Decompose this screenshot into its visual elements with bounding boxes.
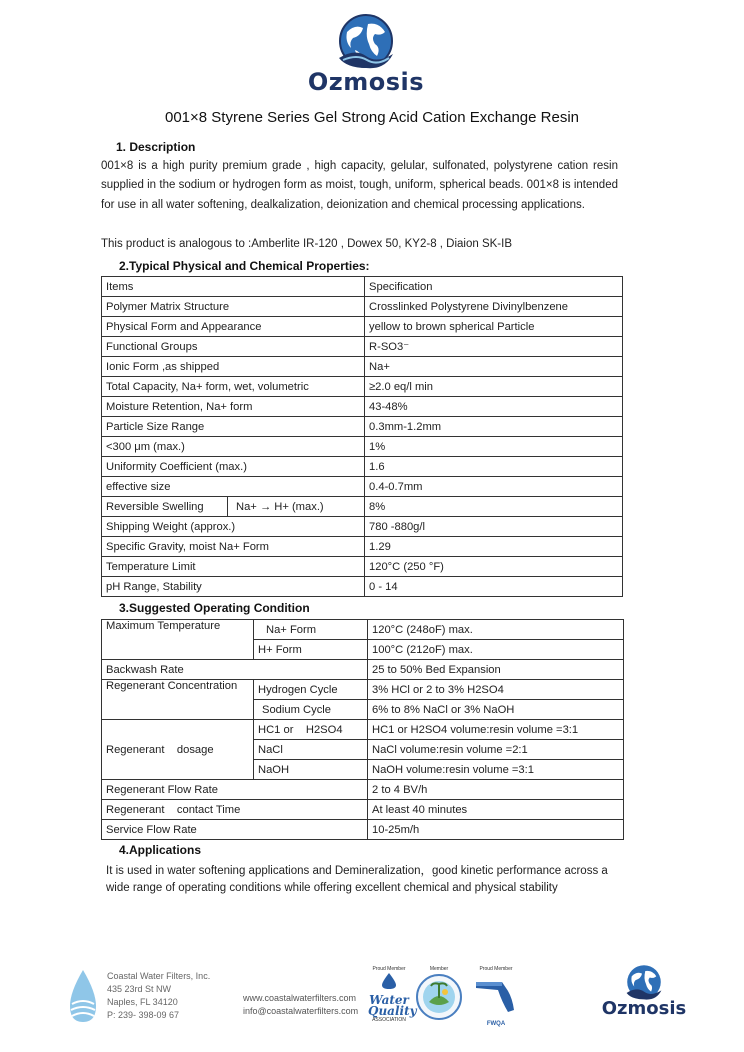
table-row <box>102 337 623 357</box>
table-row <box>102 497 623 517</box>
brand-wordmark: Ozmosis <box>307 68 425 96</box>
cell-spec: 0.3mm-1.2mm <box>365 417 623 437</box>
table-row <box>102 537 623 557</box>
seal-icon <box>415 972 463 1022</box>
fwqa-label: FWQA <box>486 1021 506 1027</box>
cell-spec: 8% <box>365 497 623 517</box>
footer-ozmosis-logo <box>596 962 692 1022</box>
applications-heading: 4.Applications <box>119 843 202 857</box>
contact-label: Regenerant contact Time <box>102 800 368 820</box>
footer <box>0 960 744 1052</box>
flow-label: Regenerant Flow Rate <box>102 780 368 800</box>
table-row <box>102 517 623 537</box>
cell-item: Physical Form and Appearance <box>102 317 365 337</box>
table-row <box>102 780 624 800</box>
ozmosis-logo <box>302 12 430 96</box>
wqa-label: Water Quality <box>368 993 417 1018</box>
cell-spec: ≥2.0 eq/l min <box>365 377 623 397</box>
table-row <box>102 720 624 740</box>
badge-caption: Proud Member <box>372 966 406 972</box>
analog-line: This product is analogous to :Amberlite IR-120 , Dowex 50, KY2-8 , Diaion SK-IB <box>101 238 513 250</box>
cell-spec: 0.4-0.7mm <box>365 477 623 497</box>
cell-value: 120°C (248oF) max. <box>368 620 624 640</box>
table-row <box>102 620 624 640</box>
fwqa-badge <box>472 966 520 1027</box>
fwqa-florida-icon <box>472 972 520 1016</box>
wqa-sub: ASSOCIATION <box>372 1017 406 1023</box>
table-row <box>102 477 623 497</box>
cell-item: Moisture Retention, Na+ form <box>102 397 365 417</box>
cell-spec: R-SO3⁻ <box>365 337 623 357</box>
cell-item: pH Range, Stability <box>102 577 365 597</box>
column-header-specification: Specification <box>365 277 623 297</box>
member-badge <box>415 966 463 1027</box>
company-phone: P: 239- 398-09 67 <box>107 1010 180 1020</box>
website-link[interactable]: www.coastalwaterfilters.com <box>243 993 357 1003</box>
cell-sub: Na+ Form <box>254 620 368 640</box>
cell-spec: 1.29 <box>365 537 623 557</box>
table-row <box>102 417 623 437</box>
properties-heading: 2.Typical Physical and Chemical Properties: <box>119 259 370 273</box>
regen-dosage-label: Regenerant dosage <box>102 720 254 780</box>
cell-sub: NaCl <box>254 740 368 760</box>
cell-item: <300 μm (max.) <box>102 437 365 457</box>
table-row <box>102 457 623 477</box>
cell-spec: Crosslinked Polystyrene Divinylbenzene <box>365 297 623 317</box>
applications-line-2: wide range of operating conditions while offering excellent chemical and physical stability <box>106 882 558 894</box>
table-row <box>102 660 624 680</box>
table-row <box>102 357 623 377</box>
wqa-drop-icon <box>368 972 410 990</box>
applications-line-1: It is used in water softening applications and Demineralization，good kinetic performance across a <box>106 865 608 877</box>
table-row <box>102 397 623 417</box>
table-row <box>102 557 623 577</box>
table-row <box>102 437 623 457</box>
page-title: 001×8 Styrene Series Gel Strong Acid Cation Exchange Resin <box>165 109 579 126</box>
water-drop-icon <box>66 968 100 1024</box>
cell-spec: 1.6 <box>365 457 623 477</box>
cell-item: Uniformity Coefficient (max.) <box>102 457 365 477</box>
cell-sub: HC1 or H2SO4 <box>254 720 368 740</box>
table-row <box>102 317 623 337</box>
cell-item: Shipping Weight (approx.) <box>102 517 365 537</box>
cell-value: 100°C (212oF) max. <box>368 640 624 660</box>
cell-item: Particle Size Range <box>102 417 365 437</box>
cell-value: 2 to 4 BV/h <box>368 780 624 800</box>
operating-table <box>101 619 624 840</box>
cell-spec: 780 -880g/l <box>365 517 623 537</box>
column-header-items: Items <box>102 277 365 297</box>
table-row <box>102 800 624 820</box>
company-name: Coastal Water Filters, Inc. <box>107 971 211 981</box>
cell-sub: Hydrogen Cycle <box>254 680 368 700</box>
cell-spec: 1% <box>365 437 623 457</box>
description-paragraph: 001×8 is a high purity premium grade , high capacity, gelular, sulfonated, polystyrene cation resin supplied in the sodium or hydrogen form as moist, tough, uniform, spherical beads. 001×8 is intended for use in all water softening, dealkalization, deionization and chemical processing applications. <box>101 160 618 211</box>
table-row <box>102 377 623 397</box>
table-row <box>102 577 623 597</box>
cell-value: 6% to 8% NaCl or 3% NaOH <box>368 700 624 720</box>
table-row <box>102 297 623 317</box>
footer-brand-wordmark: Ozmosis <box>601 998 687 1019</box>
cell-item: Polymer Matrix Structure <box>102 297 365 317</box>
cell-value: HC1 or H2SO4 volume:resin volume =3:1 <box>368 720 624 740</box>
email-link[interactable]: info@coastalwaterfilters.com <box>243 1006 359 1016</box>
cell-sub: NaOH <box>254 760 368 780</box>
cell-item: Specific Gravity, moist Na+ Form <box>102 537 365 557</box>
cell-spec: 0 - 14 <box>365 577 623 597</box>
backwash-label: Backwash Rate <box>102 660 368 680</box>
regen-conc-label: Regenerant Concentration <box>102 680 254 720</box>
cell-item: Temperature Limit <box>102 557 365 577</box>
company-address <box>107 970 210 1022</box>
table-header-row <box>102 277 623 297</box>
cell-spec: yellow to brown spherical Particle <box>365 317 623 337</box>
cell-value: NaOH volume:resin volume =3:1 <box>368 760 624 780</box>
cell-spec: 43-48% <box>365 397 623 417</box>
globe-icon <box>335 12 397 70</box>
cell-spec: 120°C (250 °F) <box>365 557 623 577</box>
contact-links <box>243 992 358 1018</box>
badge-caption: Proud Member <box>479 966 513 972</box>
service-label: Service Flow Rate <box>102 820 368 840</box>
cell-value: 10-25m/h <box>368 820 624 840</box>
cell-item: Functional Groups <box>102 337 365 357</box>
cell-item: Ionic Form ,as shipped <box>102 357 365 377</box>
cell-item: effective size <box>102 477 365 497</box>
cell-sub: H+ Form <box>254 640 368 660</box>
cell-value: NaCl volume:resin volume =2:1 <box>368 740 624 760</box>
globe-icon <box>624 962 664 1002</box>
properties-table <box>101 276 623 597</box>
cell-item: Reversible Swelling <box>102 497 228 517</box>
wqa-badge <box>368 966 417 1023</box>
table-row <box>102 820 624 840</box>
cell-sub: Sodium Cycle <box>254 700 368 720</box>
company-street: 435 23rd St NW <box>107 984 172 994</box>
cell-value: 25 to 50% Bed Expansion <box>368 660 624 680</box>
max-temp-label: Maximum Temperature <box>102 620 254 660</box>
cell-value: At least 40 minutes <box>368 800 624 820</box>
cell-value: 3% HCl or 2 to 3% H2SO4 <box>368 680 624 700</box>
cell-sub: Na+ → H+ (max.) <box>228 497 365 517</box>
badge-caption: Member <box>429 966 449 972</box>
company-city: Naples, FL 34120 <box>107 997 178 1007</box>
cell-spec: Na+ <box>365 357 623 377</box>
table-row <box>102 680 624 700</box>
description-heading: 1. Description <box>116 140 196 154</box>
operating-heading: 3.Suggested Operating Condition <box>119 601 310 615</box>
cell-item: Total Capacity, Na+ form, wet, volumetric <box>102 377 365 397</box>
